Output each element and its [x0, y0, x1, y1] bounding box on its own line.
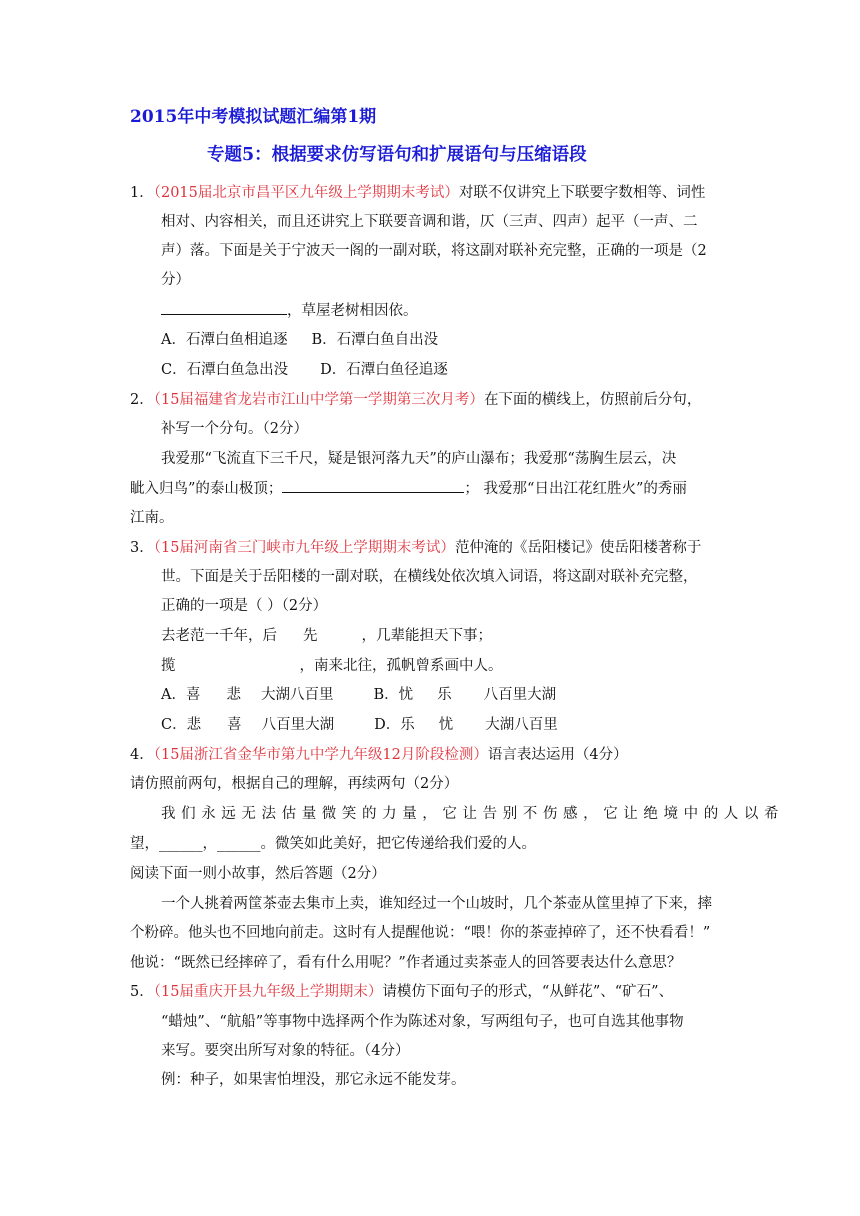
couplet-text: 揽 — [161, 658, 176, 674]
question-4 — [130, 745, 628, 765]
option-row — [161, 330, 438, 350]
question-2-line: 我爱那“飞流直下三千尺，疑是银河落九天”的庐山瀑布；我爱那“荡胸生层云，决 — [161, 451, 677, 467]
couplet-text: 先 — [303, 628, 318, 644]
option-c[interactable]: C．石潭白鱼急出没 — [161, 362, 289, 378]
question-text: 语言表达运用（4分） — [487, 747, 628, 763]
question-2-line — [130, 478, 687, 499]
question-number: 1． — [130, 185, 154, 201]
option-b[interactable]: B．石潭白鱼自出没 — [311, 332, 439, 348]
sentence-part: 眦入归鸟”的泰山极顶； — [130, 481, 283, 497]
story-line: 一个人挑着两筐茶壶去集市上卖，谁知经过一个山坡时，几个茶壶从筐里掉了下来，摔 — [161, 896, 712, 912]
question-number: 2． — [130, 392, 154, 408]
question-2-line: 江南。 — [130, 510, 174, 526]
question-5-line: 来写。要突出所写对象的特征。（4分） — [161, 1043, 410, 1059]
answer-blank[interactable] — [161, 300, 287, 315]
question-3-line: 正确的一项是（ ）（2分） — [161, 598, 328, 614]
question-source: （2015届北京市昌平区九年级上学期期末考试） — [153, 185, 459, 201]
couplet-upper — [161, 626, 492, 646]
question-2 — [130, 390, 701, 410]
question-number: 4． — [130, 747, 154, 763]
option-a[interactable]: A．石潭白鱼相追逐 — [161, 332, 288, 348]
question-1-line: 分） — [161, 272, 190, 288]
question-3-line: 世。下面是关于岳阳楼的一副对联，在横线处依次填入词语，将这副对联补充完整， — [161, 569, 698, 585]
story-line: 他说：“既然已经摔碎了，看有什么用呢？”作者通过卖茶壶人的回答要表达什么意思？ — [130, 955, 682, 971]
topic-subtitle: 专题5：根据要求仿写语句和扩展语句与压缩语段 — [207, 145, 587, 165]
question-source: （15届重庆开县九年级上学期期末） — [153, 984, 383, 1000]
option-a[interactable]: A．喜 悲 大湖八百里 — [161, 687, 334, 703]
question-4-line: 我们永远无法估量微笑的力量，它让告别不伤感，它让绝境中的人以希 — [161, 806, 785, 822]
question-text: 对联不仅讲究上下联要字数相等、词性 — [458, 185, 706, 201]
question-1-line: 相对、内容相关，而且还讲究上下联要音调和谐，仄（三声、四声）起平（一声、二 — [161, 214, 698, 230]
option-b[interactable]: B．忧 乐 八百里大湖 — [373, 687, 557, 703]
question-source: （15届福建省龙岩市江山中学第一学期第三次月考） — [153, 392, 484, 408]
question-4-line: 阅读下面一则小故事，然后答题（2分） — [130, 866, 386, 882]
option-d[interactable]: D．石潭白鱼径追逐 — [320, 362, 448, 378]
couplet-text: 去老范一千年，后 — [161, 628, 277, 644]
story-line: 个粉碎。他头也不回地向前走。这时有人提醒他说：“喂！你的茶壶掉碎了，还不快看看！” — [130, 925, 711, 941]
option-row — [161, 685, 556, 705]
question-number: 3． — [130, 540, 154, 556]
question-2-line: 补写一个分句。（2分） — [161, 421, 308, 437]
question-3 — [130, 538, 701, 558]
question-source: （15届河南省三门峡市九年级上学期期末考试） — [153, 540, 455, 556]
couplet-lower — [161, 656, 503, 676]
question-4-line: 请仿照前两句，根据自己的理解，再续两句（2分） — [130, 776, 459, 792]
couplet-text: ，几辈能担天下事； — [361, 628, 492, 644]
question-source: （15届浙江省金华市第九中学九年级12月阶段检测） — [153, 747, 488, 763]
answer-blank[interactable] — [282, 478, 464, 493]
question-4-line: 望，______，______。微笑如此美好，把它传递给我们爱的人。 — [130, 836, 536, 852]
question-text: 范仲淹的《岳阳楼记》使岳阳楼著称于 — [454, 540, 702, 556]
couplet-text: ，南来北往，孤帆曾系画中人。 — [299, 658, 503, 674]
couplet-line: ，草屋老树相因依。 — [287, 303, 418, 319]
option-d[interactable]: D．乐 忧 大湖八百里 — [374, 717, 558, 733]
page-title: 2015年中考模拟试题汇编第1期 — [130, 107, 377, 127]
question-text: 在下面的横线上，仿照前后分句， — [483, 392, 702, 408]
question-text: 请模仿下面句子的形式，“从鲜花”、“矿石”、 — [382, 984, 674, 1000]
fill-blank-line — [161, 300, 418, 321]
question-5-line: “蜡烛”、“航船”等事物中选择两个作为陈述对象，写两组句子，也可自选其他事物 — [161, 1014, 684, 1030]
option-c[interactable]: C．悲 喜 八百里大湖 — [161, 717, 335, 733]
question-5 — [130, 982, 673, 1002]
question-5-line: 例：种子，如果害怕埋没，那它永远不能发芽。 — [161, 1072, 466, 1088]
option-row — [161, 360, 448, 380]
option-row — [161, 715, 558, 735]
sentence-part: ； 我爱那“日出江花红胜火”的秀丽 — [464, 481, 687, 497]
question-1 — [130, 183, 705, 203]
question-1-line: 声）落。下面是关于宁波天一阁的一副对联，将这副对联补充完整，正确的一项是（2 — [161, 243, 707, 259]
question-number: 5． — [130, 984, 154, 1000]
